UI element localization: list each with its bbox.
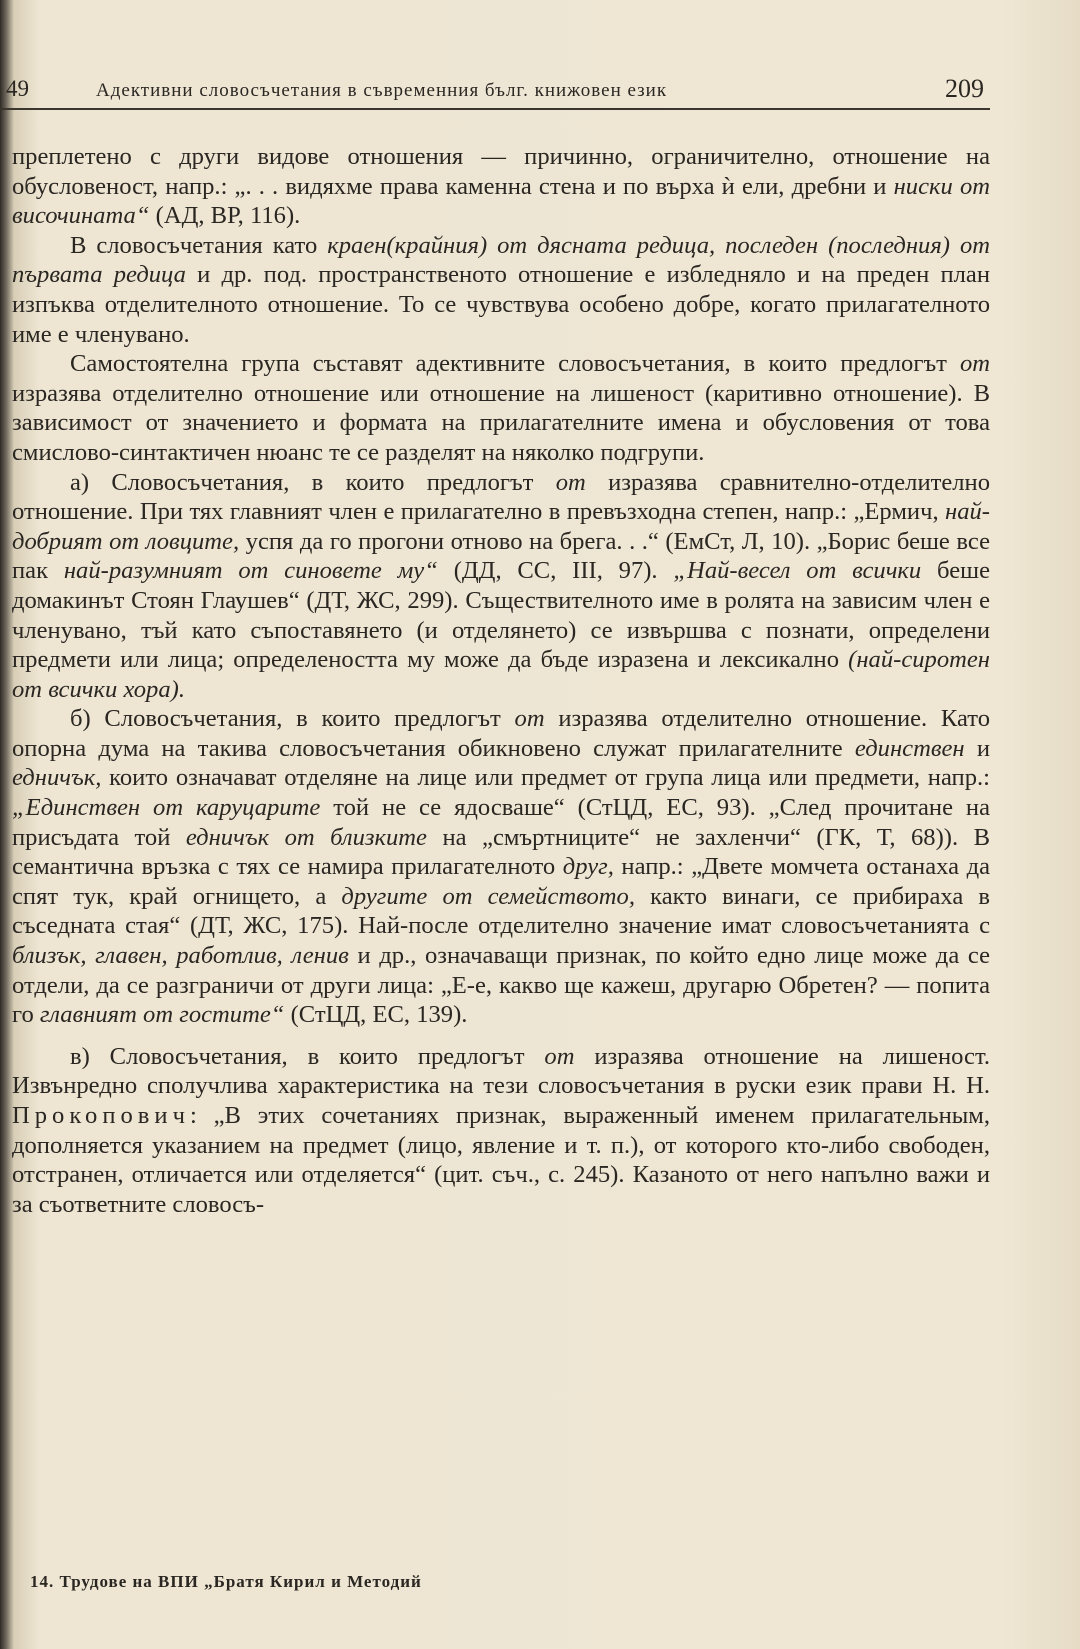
italic-run: главният от гостите“ <box>39 1001 285 1029</box>
text-run: : „В этих сочетаниях признак, выраженный именем прилагательным, дополняется указанием на предмет (лицо, явление и т. п.), от которого кто-либо свободен, отстранен, отличается или отделяется“ (цит. съч., с. 245). Казаното от него напълно важи и за съответните словосъ- <box>12 1102 990 1218</box>
text-run: беше домакинът Стоян Глаушев“ (ДТ, ЖС, 299). Съществителното име в ролята на зависим член е членувано, тъй като съпоставянето (и отделянето) се извършва с познати, определени предмети или лица; определеността му може да бъде изразена и лексикално <box>12 557 990 674</box>
section-number: 49 <box>6 76 29 101</box>
text-run: (ДД, СС, III, 97). <box>437 557 674 585</box>
running-title: Адективни словосъчетания в съвременния бълг. книжовен език <box>96 80 668 101</box>
italic-run: от <box>555 468 586 496</box>
text-run: и <box>964 734 991 762</box>
text-run: Прокопович <box>12 1102 190 1129</box>
text-run: изразява отделително отношение. Като опорна дума на такива словосъчетания обикновено служат прилагателните <box>12 705 990 762</box>
text-run: и др. под. пространственото отношение е избледняло и на преден план изпъква отделителното отношение. То се чувствува особено добре, когато прилагателното име е членувано. <box>12 261 990 348</box>
italic-run: най-добрият от ловците, <box>12 498 990 555</box>
italic-run: краен(крайния) от дясната редица, последен (последния) от първата редица <box>12 231 990 289</box>
text-run: успя да го прогони отново на брега. . .“ (ЕмСт, Л, 10). „Борис беше все пак <box>12 527 990 585</box>
text-run: В словосъчетания като <box>70 231 328 259</box>
text-run: (СтЦД, ЕС, 139). <box>284 1001 468 1029</box>
body-text <box>12 142 990 1219</box>
text-run: в) Словосъчетания, в които предлогът <box>70 1042 545 1070</box>
italic-run: (най-сиротен от всички хора). <box>12 646 990 703</box>
italic-run: близък, главен, работлив, ленив <box>12 942 349 970</box>
text-run: изразява отношение на лишеност. Извънредно сполучлива характеристика на тези словосъчетания в руски език прави Н. Н. <box>12 1042 990 1100</box>
text-run: а) Словосъчетания, в които предлогът <box>70 468 556 496</box>
text-run: изразява сравнително-отделително отношение. При тях главният член е прилагателно в превъзходна степен, напр.: „Ермич, <box>12 468 990 526</box>
paragraph <box>12 1042 990 1220</box>
text-run: както винаги, се прибираха в съседната стая“ (ДТ, ЖС, 175). Най-после отделително значение имат словосъчетанията с <box>12 882 991 940</box>
text-run: (АД, ВР, 116). <box>149 202 301 230</box>
italic-run: от <box>514 705 545 733</box>
text-run: б) Словосъчетания, в които предлогът <box>70 705 515 733</box>
italic-run: „Най-весел от всички <box>673 557 922 585</box>
text-run: напр.: „Двете момчета останаха да спят тук, край огнището, а <box>12 853 991 910</box>
text-run: Самостоятелна група съставят адективните словосъчетания, в които предлогът <box>70 350 960 378</box>
italic-run: от <box>959 350 990 378</box>
italic-run: едничък, <box>12 764 102 792</box>
text-run: той не се ядосваше“ (СтЦД, ЕС, 93). „След прочитане на присъдата той <box>12 794 990 851</box>
text-run: изразява отделително отношение или отношение на лишеност (каритивно отношение). В зависимост от значението и формата на прилагателните имена и обусловения от това смислово-синтактичен нюанс те се разделят на няколко подгрупи. <box>12 379 990 466</box>
text-run: преплетено с други видове отношения — причинно, ограничително, отношение на обусловеност, напр.: „. . . видяхме права каменна стена и по върха ѝ ели, дребни и <box>12 143 990 200</box>
italic-run: най-разумният от синовете му“ <box>63 557 438 585</box>
text-run: и др., означаващи признак, по който едно лице може да се отдели, да се разграничи от други лица: „Е-е, какво ще кажеш, другарю Обретен? — попита го <box>12 942 990 1029</box>
footer-note: 14. Трудове на ВПИ „Братя Кирил и Методий <box>30 1572 422 1591</box>
text-run: на „смъртниците“ не захленчи“ (ГК, Т, 68)). В семантична връзка с тях се намира прилагателното <box>12 823 990 881</box>
italic-run: друг, <box>562 853 614 881</box>
italic-run: другите от семейството, <box>341 882 636 910</box>
italic-run: „Единствен от каруцарите <box>12 794 321 822</box>
text-run: които означават отделяне на лице или предмет от група лица или предмети, напр.: <box>101 764 990 792</box>
paragraph <box>12 349 990 467</box>
italic-run: единствен <box>854 734 965 762</box>
italic-run: едничък от близките <box>185 823 427 851</box>
running-header <box>0 74 990 110</box>
paragraph <box>12 468 990 705</box>
paragraph <box>12 231 990 349</box>
page-number: 209 <box>945 74 984 103</box>
paragraph <box>12 142 990 231</box>
paragraph <box>12 704 990 1030</box>
italic-run: ниски от височината“ <box>12 172 991 230</box>
italic-run: от <box>544 1042 575 1070</box>
